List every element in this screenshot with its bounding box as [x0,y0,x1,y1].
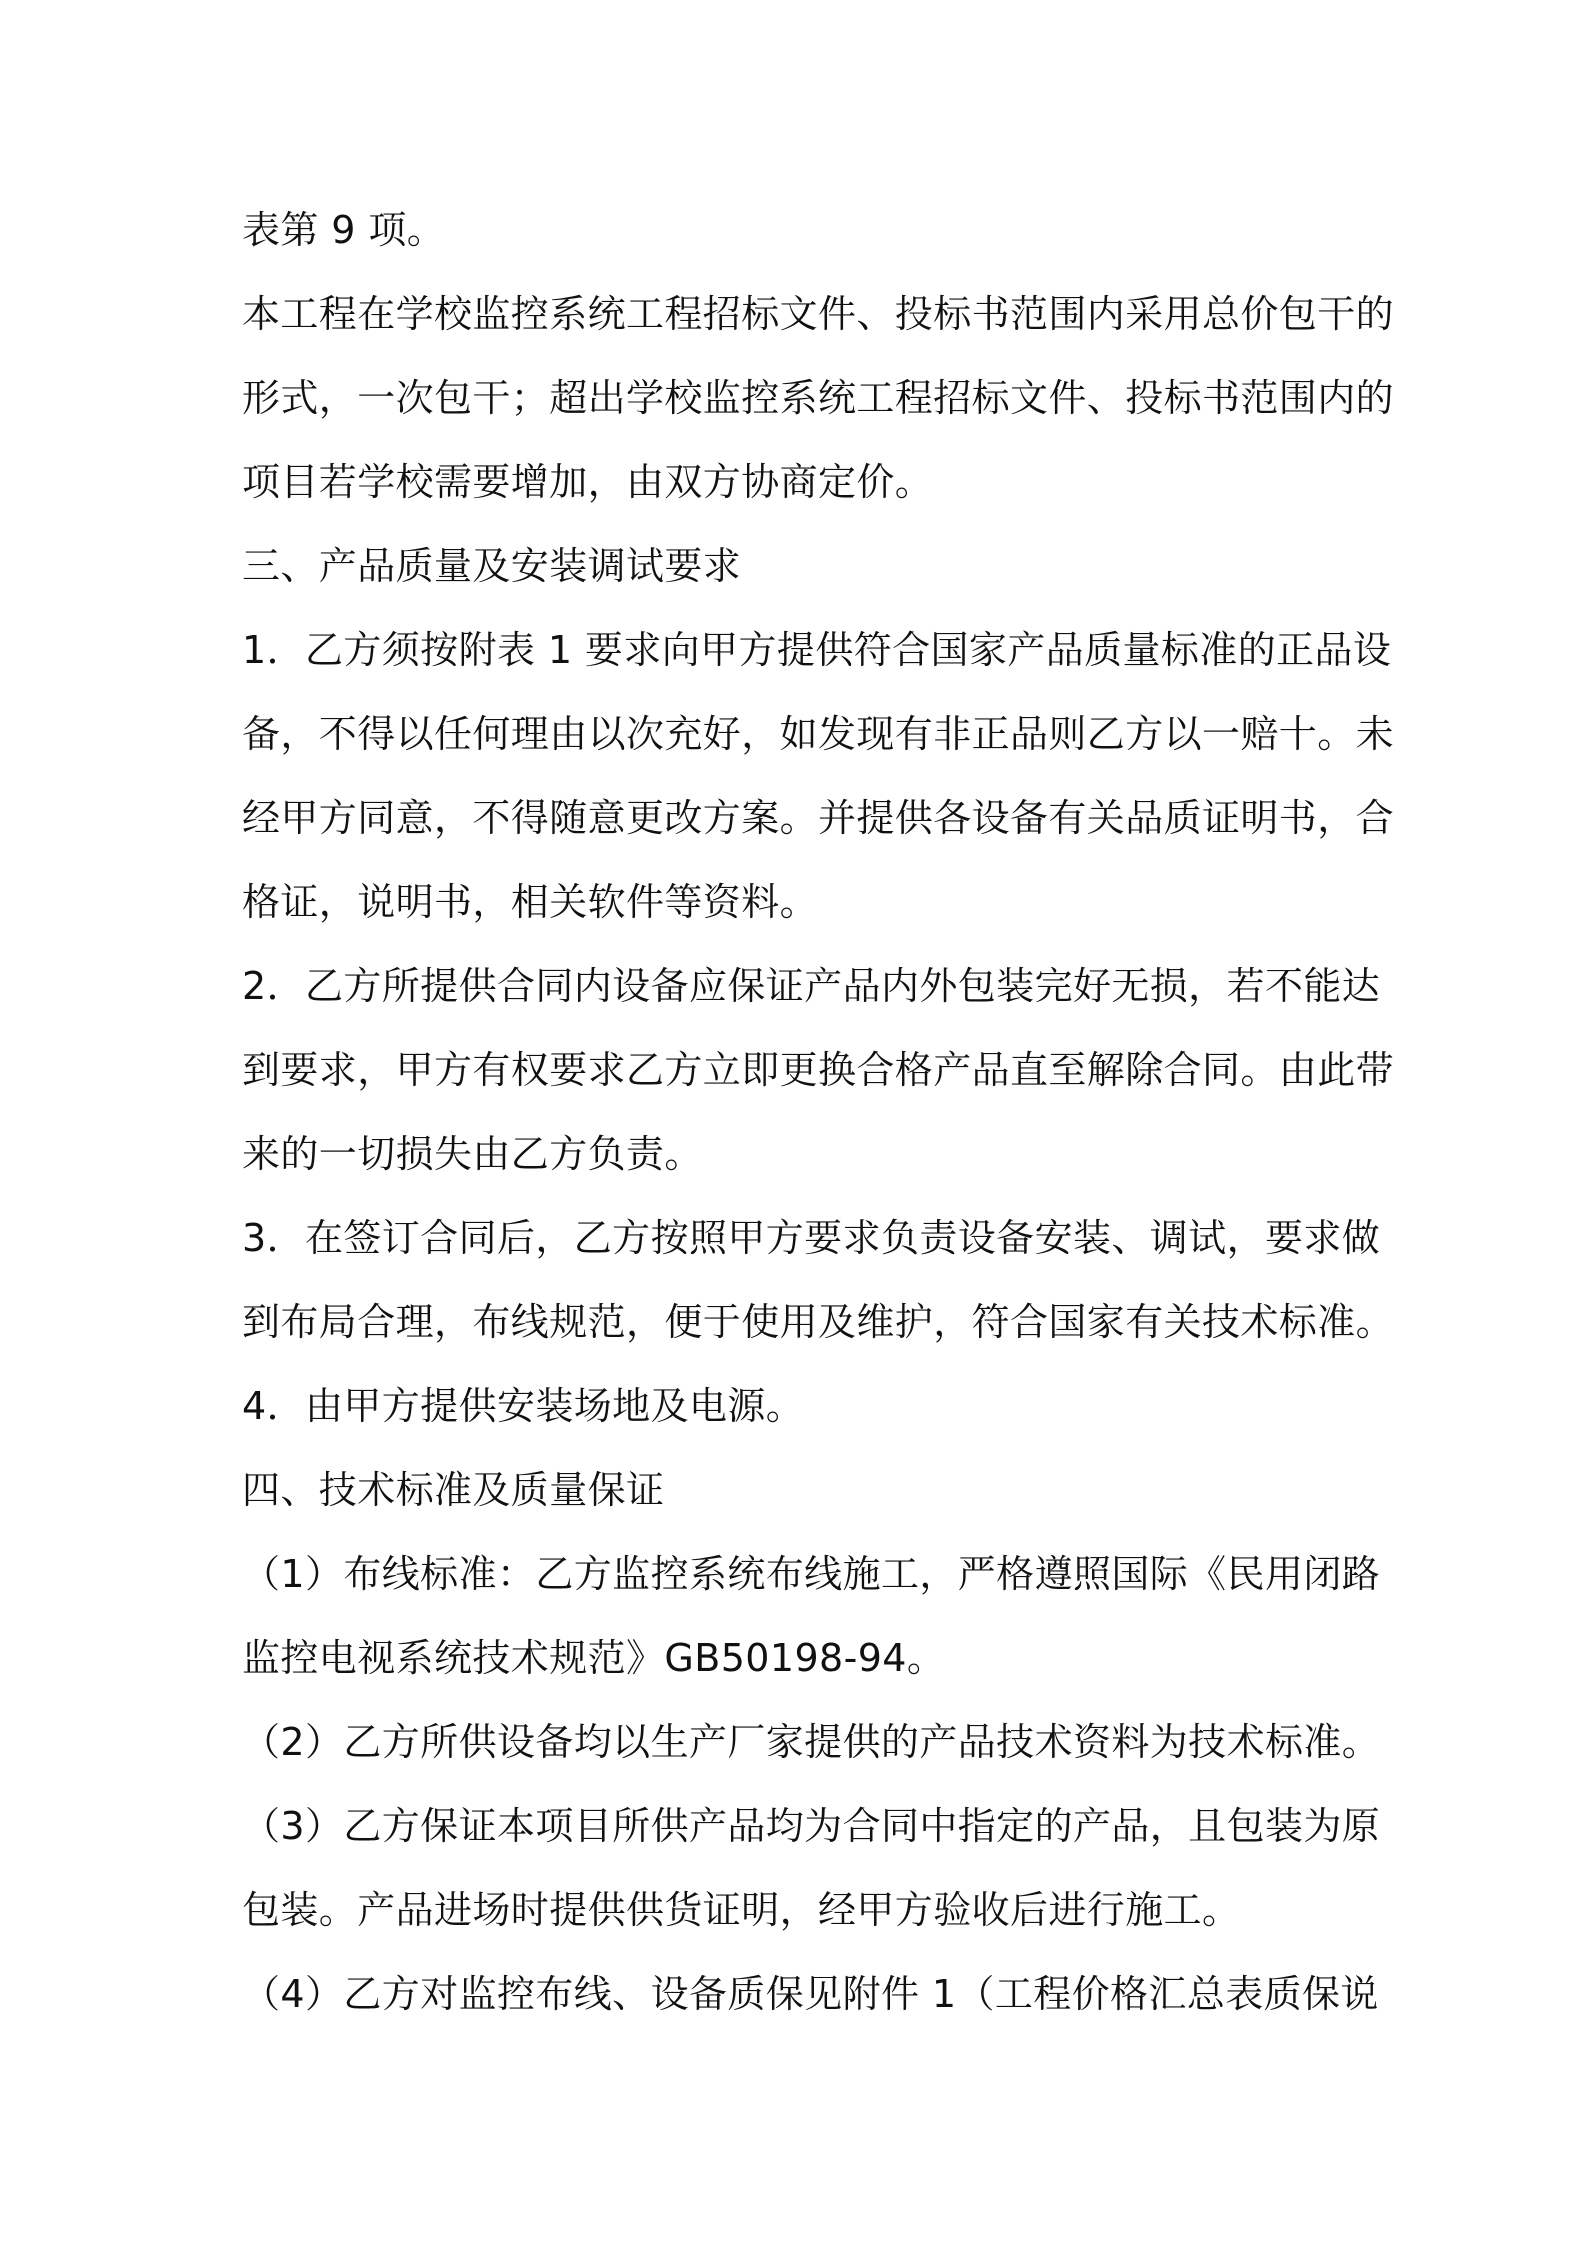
text-line: 包装。产品进场时提供供货证明，经甲方验收后进行施工。 [242,1888,1241,1932]
text-line: 监控电视系统技术规范》GB50198-94。 [242,1636,946,1680]
text-line: （2）乙方所供设备均以生产厂家提供的产品技术资料为技术标准。 [242,1720,1381,1764]
text-line: 表第 9 项。 [242,208,446,252]
section-heading: 三、产品质量及安装调试要求 [242,544,742,588]
text-line: 来的一切损失由乙方负责。 [242,1132,703,1176]
text-line: 4．由甲方提供安装场地及电源。 [242,1384,805,1428]
text-line: （3）乙方保证本项目所供产品均为合同中指定的产品，且包装为原 [242,1804,1381,1848]
document-body [242,198,1395,2046]
text-line: （1）布线标准：乙方监控系统布线施工，严格遵照国际《民用闭路 [242,1552,1381,1596]
text-line: 1．乙方须按附表 1 要求向甲方提供符合国家产品质量标准的正品设 [242,628,1392,672]
text-line: 到布局合理，布线规范，便于使用及维护，符合国家有关技术标准。 [242,1300,1395,1344]
text-line: 格证，说明书，相关软件等资料。 [242,880,819,924]
text-line: 经甲方同意，不得随意更改方案。并提供各设备有关品质证明书，合 [242,796,1395,840]
text-line: 3．在签订合同后，乙方按照甲方要求负责设备安装、调试，要求做 [242,1216,1381,1260]
text-line: 本工程在学校监控系统工程招标文件、投标书范围内采用总价包干的 [242,292,1395,336]
text-line: 项目若学校需要增加，由双方协商定价。 [242,460,934,504]
section-heading: 四、技术标准及质量保证 [242,1468,665,1512]
text-line: （4）乙方对监控布线、设备质保见附件 1（工程价格汇总表质保说 [242,1972,1379,2016]
text-line: 到要求，甲方有权要求乙方立即更换合格产品直至解除合同。由此带 [242,1048,1395,1092]
text-line: 形式，一次包干；超出学校监控系统工程招标文件、投标书范围内的 [242,376,1395,420]
text-line: 2．乙方所提供合同内设备应保证产品内外包装完好无损，若不能达 [242,964,1381,1008]
text-line: 备，不得以任何理由以次充好，如发现有非正品则乙方以一赔十。未 [242,712,1395,756]
